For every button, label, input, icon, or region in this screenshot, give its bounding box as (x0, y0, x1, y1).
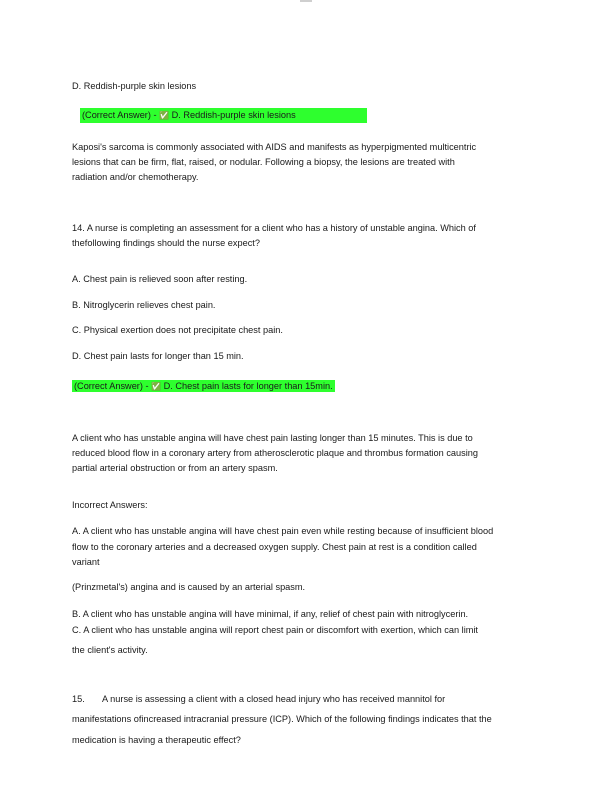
q14-rationale-line-3: partial arterial obstruction or from an artery spasm. (72, 463, 278, 473)
check-icon: ✅ (159, 111, 170, 120)
q14-rationale-line-2: reduced blood flow in a coronary artery from atherosclerotic plaque and thrombus formation causing (72, 448, 478, 458)
q15-number: 15. (72, 694, 85, 704)
q14-stem-line-1: 14. A nurse is completing an assessment for a client who has a history of unstable angina. Which of (72, 223, 476, 233)
q13-rationale-line-2: lesions that can be firm, flat, raised, or nodular. Following a biopsy, the lesions are treated with (72, 157, 455, 167)
q14-option-c: C. Physical exertion does not precipitate chest pain. (72, 325, 283, 335)
q14-incorrect-b: B. A client who has unstable angina will have minimal, if any, relief of chest pain with nitroglycerin. (72, 609, 469, 619)
q13-correct-answer (80, 108, 367, 123)
q14-option-d: D. Chest pain lasts for longer than 15 min. (72, 351, 244, 361)
q13-answer-text: D. Reddish-purple skin lesions (169, 110, 296, 120)
q14-incorrect-heading: Incorrect Answers: (72, 500, 148, 510)
q14-answer-prefix: (Correct Answer) - (74, 381, 152, 391)
q13-option-d: D. Reddish-purple skin lesions (72, 81, 197, 91)
q14-answer-text: D. Chest pain lasts for longer than 15min. (161, 381, 333, 391)
q13-answer-prefix: (Correct Answer) - (82, 110, 160, 120)
q15-stem-line-1 (72, 693, 445, 705)
q14-option-b: B. Nitroglycerin relieves chest pain. (72, 300, 216, 310)
q13-rationale-line-3: radiation and/or chemotherapy. (72, 172, 199, 182)
q14-incorrect-a-line-3: variant (72, 557, 100, 567)
q14-incorrect-a-line-4: (Prinzmetal's) angina and is caused by an arterial spasm. (72, 582, 306, 592)
q15-stem-line-2: manifestations ofincreased intracranial pressure (ICP). Which of the following findings indicates that the (72, 714, 492, 724)
q14-answer-highlight (72, 380, 335, 392)
q14-correct-answer (72, 380, 335, 393)
q14-incorrect-c-line-2: the client's activity. (72, 645, 148, 655)
q14-rationale-line-1: A client who has unstable angina will have chest pain lasting longer than 15 minutes. This is due to (72, 433, 473, 443)
q14-option-a: A. Chest pain is relieved soon after resting. (72, 274, 248, 284)
q15-stem-first: A nurse is assessing a client with a closed head injury who has received mannitol for (102, 694, 446, 704)
q14-incorrect-c-line-1: C. A client who has unstable angina will report chest pain or discomfort with exertion, which can limit (72, 625, 478, 635)
check-icon: ✅ (151, 382, 162, 391)
q13-answer-highlight (80, 108, 367, 123)
q14-incorrect-a-line-1: A. A client who has unstable angina will have chest pain even while resting because of insufficient blood (72, 526, 494, 536)
q13-rationale-line-1: Kaposi's sarcoma is commonly associated with AIDS and manifests as hyperpigmented multicentric (72, 142, 477, 152)
q14-incorrect-a-line-2: flow to the coronary arteries and a decreased oxygen supply. Chest pain at rest is a condition called (72, 542, 477, 552)
page-top-mark (300, 0, 312, 2)
q15-stem-line-3: medication is having a therapeutic effect? (72, 735, 241, 745)
q14-stem-line-2: thefollowing findings should the nurse expect? (72, 238, 260, 248)
